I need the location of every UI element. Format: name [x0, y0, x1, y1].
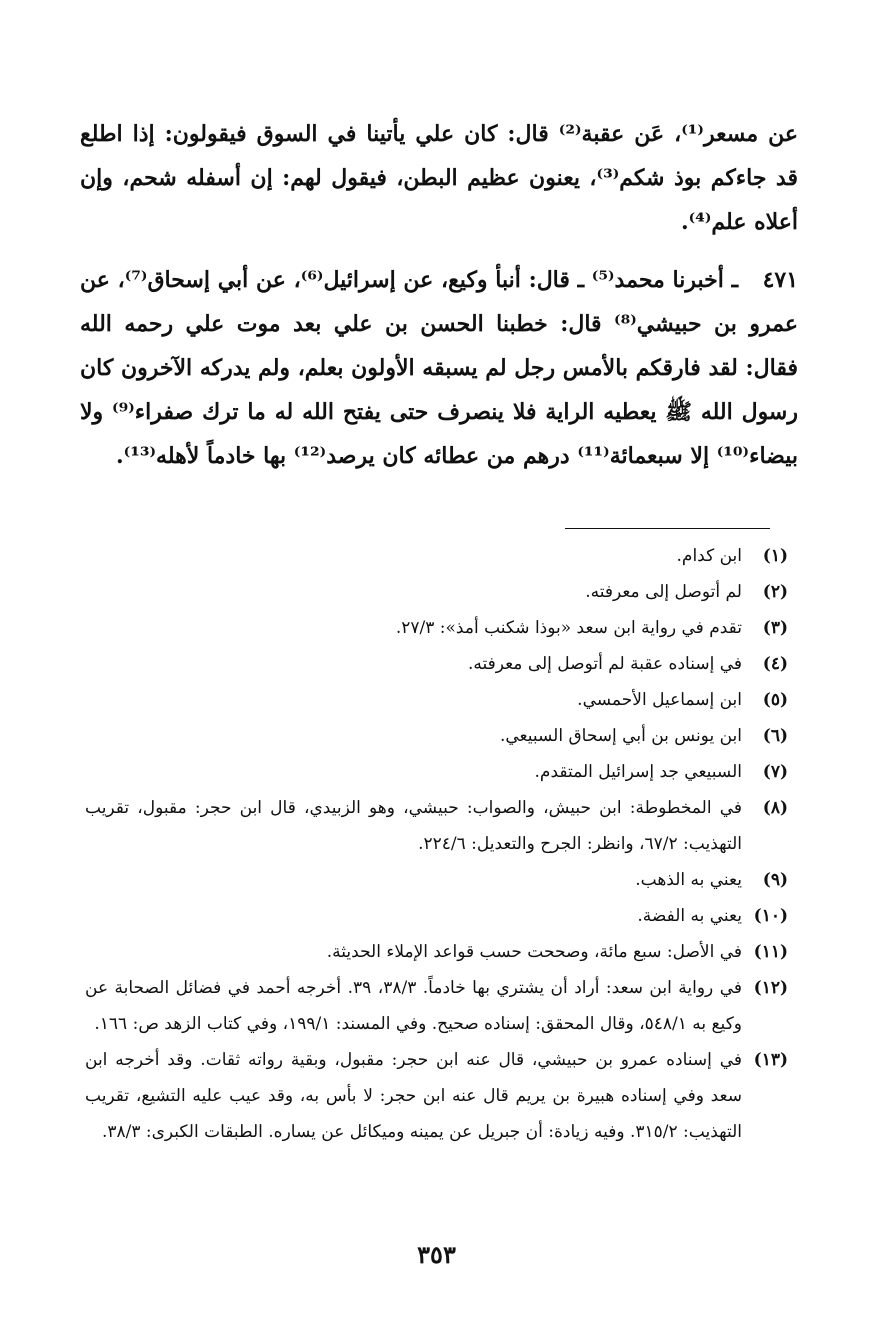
footnote-item — [85, 790, 788, 862]
footnote-label: (٢) — [762, 582, 788, 602]
footnote-text: في إسناده عمرو بن حبيشي، قال عنه ابن حجر: مقبول، وبقية رواته ثقات. وقد أخرجه ابن سعد وفي إسناده هبيرة بن يريم قال عنه ابن حجر: لا بأس به، وقد عيب عليه التشيع، تقريب التهذيب: ٣١٥/٢. وفيه زيادة: أن جبريل عن يمينه وميكائل عن يساره. الطبقات الكبرى: ٣٨/٣. — [85, 1050, 742, 1142]
footnote-text: السبيعي جد إسرائيل المتقدم. — [534, 762, 742, 782]
footnote-text: ابن إسماعيل الأحمسي. — [577, 690, 742, 710]
footnote-item — [85, 898, 788, 934]
footnote-item — [85, 610, 788, 646]
footnote-item — [85, 862, 788, 898]
footnote-text: في إسناده عقبة لم أتوصل إلى معرفته. — [467, 654, 742, 674]
footnotes-list — [85, 538, 788, 1150]
footnote-item — [85, 718, 788, 754]
footnote-label: (١٣) — [753, 1050, 788, 1070]
footnote-item — [85, 754, 788, 790]
page-number: ٣٥٣ — [417, 1240, 456, 1269]
footnote-item — [85, 574, 788, 610]
footnote-text: تقدم في رواية ابن سعد «بوذا شكنب أمذ»: ٢٧/٣. — [395, 618, 742, 638]
footnote-text: في الأصل: سبع مائة، وصححت حسب قواعد الإملاء الحديثة. — [326, 942, 742, 962]
footnote-label: (٨) — [762, 798, 788, 818]
footnote-label: (١٢) — [753, 978, 788, 998]
footnote-label: (٥) — [762, 690, 788, 710]
footnote-label: (٧) — [762, 762, 788, 782]
footnote-label: (١١) — [753, 942, 788, 962]
footnote-text: لم أتوصل إلى معرفته. — [585, 582, 742, 602]
footnote-text: في رواية ابن سعد: أراد أن يشتري بها خادماً. ٣٨/٣، ٣٩. أخرجه أحمد في فضائل الصحابة عن وكيع به ٥٤٨/١، وقال المحقق: إسناده صحيح. وفي المسند: ١٩٩/١، وفي كتاب الزهد ص: ١٦٦. — [85, 978, 742, 1034]
main-text-block — [80, 112, 798, 478]
footnote-label: (٣) — [762, 618, 788, 638]
footnote-label: (٩) — [762, 870, 788, 890]
footnote-text: ابن كدام. — [676, 546, 742, 566]
footnote-item — [85, 682, 788, 718]
footnote-item — [85, 970, 788, 1042]
paragraph-text: ـ أخبرنا محمد⁽⁵⁾ ـ قال: أنبأ وكيع، عن إسرائيل⁽⁶⁾، عن أبي إسحاق⁽⁷⁾، عن عمرو بن حبيشي⁽⁸⁾ قال: خطبنا الحسن بن علي بعد موت علي رحمه الله فقال: لقد فارقكم بالأمس رجل لم يسبقه الأولون بعلم، ولم يدركه الآخرون كان رسول الله ﷺ يعطيه الراية فلا ينصرف حتى يفتح الله له ما ترك صفراء⁽⁹⁾ ولا بيضاء⁽¹⁰⁾ إلا سبعمائة⁽¹¹⁾ درهم من عطائه كان يرصد⁽¹²⁾ بها خادماً لأهله⁽¹³⁾. — [80, 267, 798, 469]
footnote-label: (١٠) — [753, 906, 788, 926]
paragraph-continuation — [80, 112, 798, 244]
footnote-item — [85, 646, 788, 682]
footnote-divider — [565, 528, 770, 529]
footnote-label: (١) — [762, 546, 788, 566]
footnote-label: (٤) — [762, 654, 788, 674]
footnote-text: يعني به الفضة. — [637, 906, 742, 926]
footnote-text: يعني به الذهب. — [635, 870, 742, 890]
footnote-item — [85, 538, 788, 574]
footnote-item — [85, 934, 788, 970]
entry-number: ٤٧١ — [762, 267, 799, 293]
paragraph-text: عن مسعر⁽¹⁾، عَن عقبة⁽²⁾ قال: كان علي يأتينا في السوق فيقولون: إذا اطلع قد جاءكم بوذ شكم⁽³⁾، يعنون عظيم البطن، فيقول لهم: إن أسفله شحم، وإن أعلاه علم⁽⁴⁾. — [80, 121, 799, 235]
paragraph-entry-471 — [80, 258, 798, 478]
footnote-item — [85, 1042, 788, 1150]
footnote-text: في المخطوطة: ابن حبيش، والصواب: حبيشي، وهو الزبيدي، قال ابن حجر: مقبول، تقريب التهذيب: ٦٧/٢، وانظر: الجرح والتعديل: ٢٢٤/٦. — [85, 798, 742, 854]
footnote-text: ابن يونس بن أبي إسحاق السبيعي. — [499, 726, 742, 746]
footnote-label: (٦) — [762, 726, 788, 746]
